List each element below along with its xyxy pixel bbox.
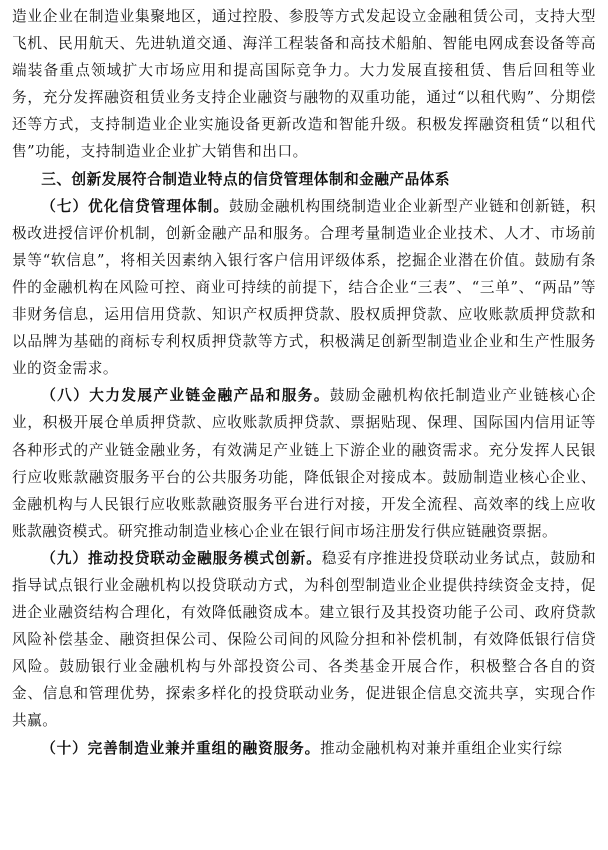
opening-paragraph: 造业企业在制造业集聚地区，通过控股、参股等方式发起设立金融租赁公司，支持大型飞机、民用航天、先进轨道交通、海洋工程装备和高技术船舶、智能电网成套设备等高端装备重点领域扩大市场应用和提高国际竞争力。大力发展直接租赁、售后回租等业务，充分发挥融资租赁业务支持企业融资与融物的双重功能，通过“以租代购”、分期偿还等方式，支持制造业企业实施设备更新改造和智能升级。积极发挥融资租赁“以租代售”功能，支持制造业企业扩大销售和出口。 bbox=[12, 8, 596, 161]
paragraph-8 bbox=[12, 382, 596, 545]
paragraph-9-body: 稳妥有序推进投贷联动业务试点，鼓励和指导试点银行业金融机构以投贷联动方式，为科创型制造业企业提供持续资金支持，促进企业融资结构合理化，有效降低融资成本。建立银行及其投资功能子公司、政府贷款风险补偿基金、融资担保公司、保险公司间的风险分担和补偿机制，有效降低银行信贷风险。鼓励银行业金融机构与外部投资公司、各类基金开展合作，积极整合各自的资金、信息和管理优势，探索多样化的投贷联动业务，促进银企信息交流共享，实现合作共赢。 bbox=[12, 549, 597, 730]
paragraph-7-body: 鼓励金融机构围绕制造业企业新型产业链和创新链，积极改进授信评价机制，创新金融产品和服务。合理考量制造业企业技术、人才、市场前景等“软信息”，将相关因素纳入银行客户信用评级体系，挖掘企业潜在价值。鼓励有条件的金融机构在风险可控、商业可持续的前提下，结合企业“三表”、“三单”、“两品”等非财务信息，运用信用贷款、知识产权质押贷款、股权质押贷款、应收账款质押贷款和以品牌为基础的商标专利权质押贷款等方式，积极满足创新型制造业企业和生产性服务业的资金需求。 bbox=[12, 197, 596, 378]
section-heading: 三、创新发展符合制造业特点的信贷管理体制和金融产品体系 bbox=[41, 170, 451, 188]
paragraph-8-body: 鼓励金融机构依托制造业产业链核心企业，积极开展仓单质押贷款、应收账款质押贷款、票据贴现、保理、国际国内信用证等各种形式的产业链金融业务，有效满足产业链上下游企业的融资需求。充分发挥人民银行应收账款融资服务平台的公共服务功能，降低银企对接成本。鼓励制造业核心企业、金融机构与人民银行应收账款融资服务平台进行对接，开发全流程、高效率的线上应收账款融资模式。研究推动制造业核心企业在银行间市场注册发行供应链融资票据。 bbox=[12, 387, 596, 540]
paragraph-10-body: 推动金融机构对兼并重组企业实行综 bbox=[320, 739, 563, 757]
paragraph-8-lead: （八）大力发展产业链金融产品和服务。 bbox=[41, 387, 330, 405]
paragraph-9-lead: （九）推动投贷联动金融服务模式创新。 bbox=[41, 549, 322, 567]
paragraph-10 bbox=[12, 735, 596, 762]
document-page bbox=[0, 3, 608, 762]
paragraph-9 bbox=[12, 545, 596, 735]
paragraph-10-lead: （十）完善制造业兼并重组的融资服务。 bbox=[41, 739, 321, 757]
paragraph-7-lead: （七）优化信贷管理体制。 bbox=[41, 197, 229, 215]
paragraph-7 bbox=[12, 193, 596, 383]
